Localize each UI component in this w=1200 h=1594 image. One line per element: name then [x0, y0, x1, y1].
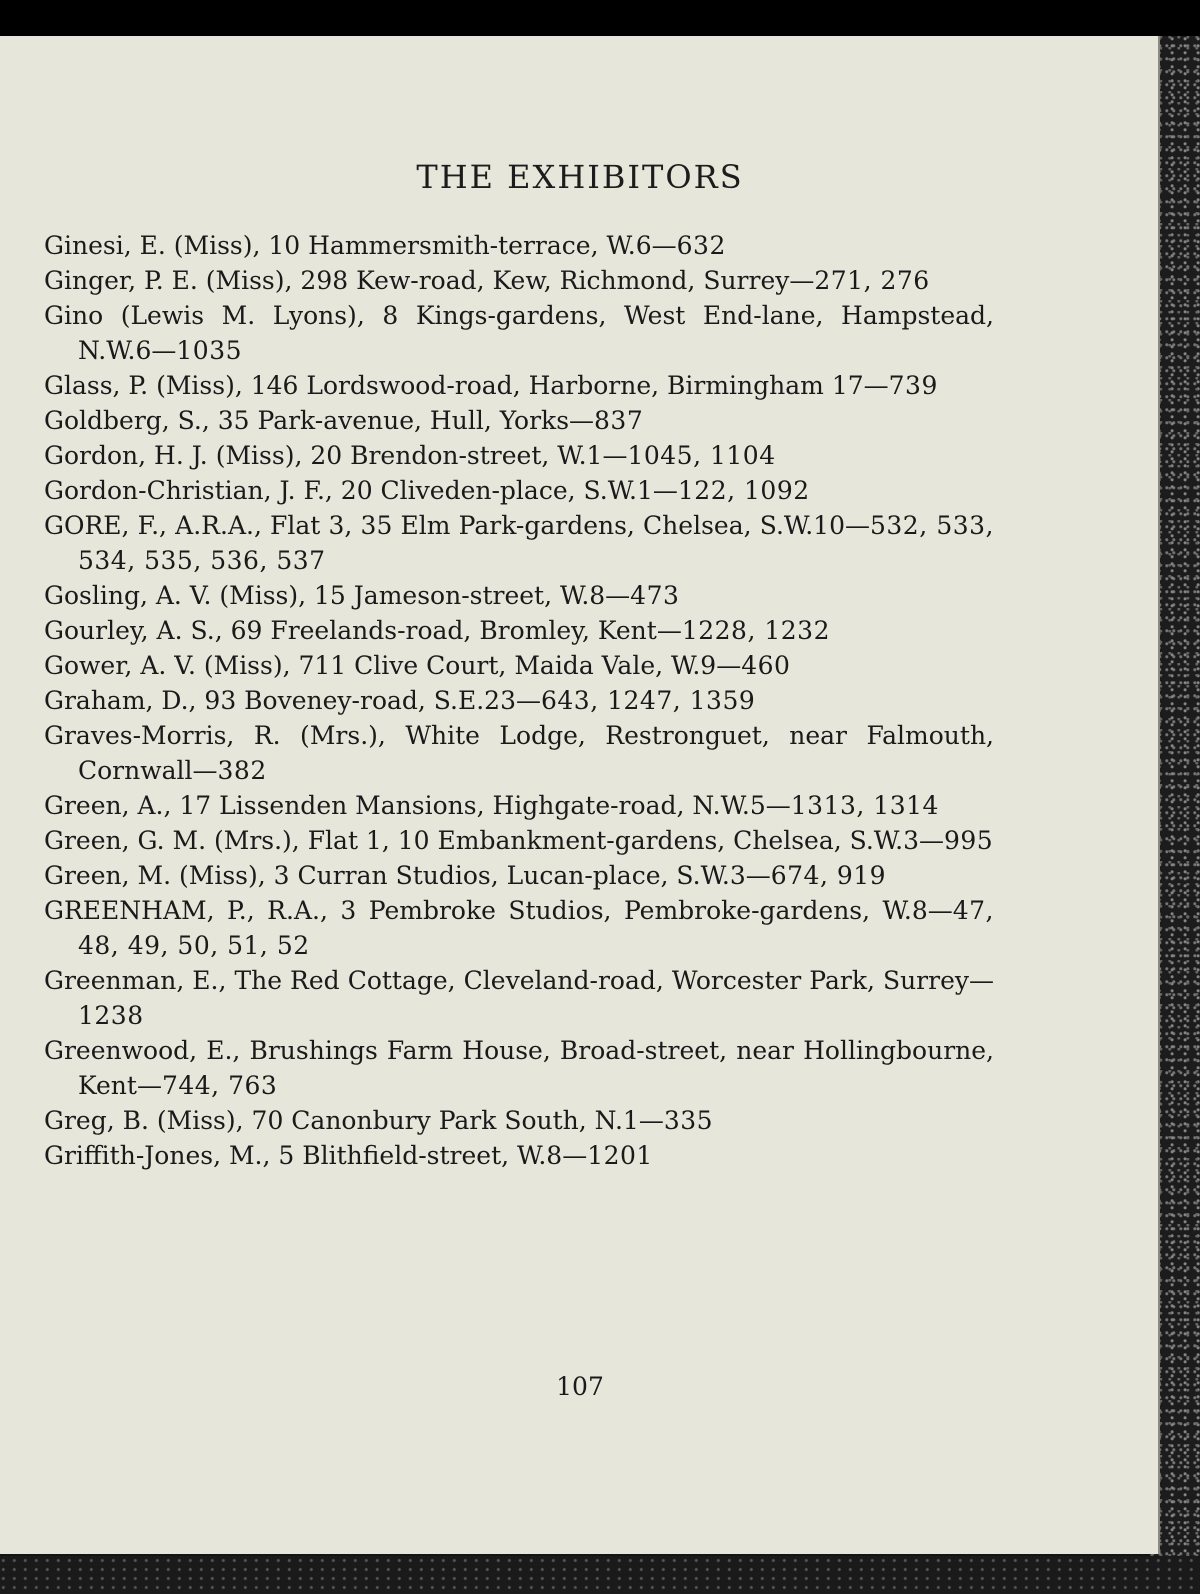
entry-separator: — — [745, 861, 771, 890]
entry-separator: — — [652, 476, 678, 505]
entry-separator: — — [789, 266, 815, 295]
exhibitor-entry — [44, 473, 994, 508]
entry-catalogue-numbers: 47, 48, 49, 50, 51, 52 — [78, 896, 994, 960]
entry-address: Ginger, P. E. (Miss), 298 Kew-road, Kew, Richmond, Surrey — [44, 266, 790, 295]
entry-separator: — — [927, 896, 953, 925]
exhibitor-entry — [44, 263, 994, 298]
exhibitor-entry — [44, 963, 994, 1033]
entry-separator: — — [192, 756, 218, 785]
entry-address: Gower, A. V. (Miss), 711 Clive Court, Maida Vale, W.9 — [44, 651, 717, 680]
entry-catalogue-numbers: 1238 — [78, 1001, 144, 1030]
entry-catalogue-numbers: 460 — [741, 651, 791, 680]
exhibitor-entry — [44, 613, 994, 648]
exhibitor-entry — [44, 298, 994, 368]
entry-address: Gosling, A. V. (Miss), 15 Jameson-street, W.8 — [44, 581, 606, 610]
entry-catalogue-numbers: 739 — [888, 371, 938, 400]
entry-separator: — — [969, 966, 994, 995]
exhibitor-entry — [44, 823, 994, 858]
entry-catalogue-numbers: 1045, 1104 — [627, 441, 776, 470]
exhibitor-entry — [44, 228, 994, 263]
entry-separator: — — [863, 371, 889, 400]
entry-address: Gourley, A. S., 69 Freelands-road, Bromley, Kent — [44, 616, 657, 645]
exhibitor-entry — [44, 893, 994, 963]
entry-separator: — — [765, 791, 791, 820]
entry-address: Gino (Lewis M. Lyons), 8 Kings-gardens, West End-lane, Hampstead, N.W.6 — [44, 301, 994, 365]
entry-catalogue-numbers: 1313, 1314 — [790, 791, 939, 820]
exhibitor-list — [44, 228, 994, 1173]
entry-catalogue-numbers: 837 — [594, 406, 644, 435]
book-page — [0, 36, 1160, 1554]
entry-separator: — — [656, 616, 682, 645]
entry-address: Gordon-Christian, J. F., 20 Cliveden-place, S.W.1 — [44, 476, 653, 505]
entry-address: Griffith-Jones, M., 5 Blithfield-street, W.8 — [44, 1141, 563, 1170]
entry-catalogue-numbers: 532, 533, 534, 535, 536, 537 — [78, 511, 994, 575]
entry-address: Green, M. (Miss), 3 Curran Studios, Lucan-place, S.W.3 — [44, 861, 746, 890]
exhibitor-entry — [44, 508, 994, 578]
entry-separator: — — [602, 441, 628, 470]
page-title: THE EXHIBITORS — [416, 158, 744, 196]
exhibitor-entry — [44, 718, 994, 788]
entry-catalogue-numbers: 995 — [944, 826, 994, 855]
entry-separator: — — [919, 826, 944, 855]
entry-separator: — — [151, 336, 177, 365]
entry-catalogue-numbers: 122, 1092 — [677, 476, 810, 505]
entry-catalogue-numbers: 335 — [663, 1106, 714, 1135]
entry-address: GORE, F., A.R.A., Flat 3, 35 Elm Park-gardens, Chelsea, S.W.10 — [44, 511, 845, 540]
entry-separator: — — [562, 1141, 588, 1170]
entry-address: Gordon, H. J. (Miss), 20 Brendon-street, W.1 — [44, 441, 603, 470]
entry-address: Ginesi, E. (Miss), 10 Hammersmith-terrace, W.6 — [44, 231, 652, 260]
entry-separator: — — [136, 1071, 162, 1100]
exhibitor-entry — [44, 1033, 994, 1103]
exhibitor-entry — [44, 403, 994, 438]
entry-catalogue-numbers: 632 — [676, 231, 726, 260]
exhibitor-entry — [44, 1103, 994, 1138]
entry-separator: — — [844, 511, 870, 540]
entry-catalogue-numbers: 674, 919 — [770, 861, 887, 890]
entry-address: Goldberg, S., 35 Park-avenue, Hull, Yorks — [44, 406, 570, 435]
entry-address: Graham, D., 93 Boveney-road, S.E.23 — [44, 686, 516, 715]
exhibitor-entry — [44, 438, 994, 473]
exhibitor-entry — [44, 1138, 994, 1173]
entry-separator: — — [638, 1106, 664, 1135]
scan-bottom-border — [0, 1556, 1200, 1594]
scan-top-border — [0, 0, 1200, 36]
exhibitor-entry — [44, 788, 994, 823]
entry-catalogue-numbers: 1228, 1232 — [681, 616, 830, 645]
entry-address: Green, G. M. (Mrs.), Flat 1, 10 Embankment-gardens, Chelsea, S.W.3 — [44, 826, 919, 855]
entry-address: Green, A., 17 Lissenden Mansions, Highgate-road, N.W.5 — [44, 791, 766, 820]
entry-address: GREENHAM, P., R.A., 3 Pembroke Studios, Pembroke-gardens, W.8 — [44, 896, 928, 925]
entry-catalogue-numbers: 271, 276 — [814, 266, 930, 295]
entry-address: Glass, P. (Miss), 146 Lordswood-road, Harborne, Birmingham 17 — [44, 371, 864, 400]
entry-catalogue-numbers: 382 — [217, 756, 267, 785]
entry-separator: — — [716, 651, 742, 680]
exhibitor-entry — [44, 578, 994, 613]
entry-address: Graves-Morris, R. (Mrs.), White Lodge, Restronguet, near Falmouth, Cornwall — [44, 721, 994, 785]
page-number: 107 — [556, 1372, 604, 1401]
entry-catalogue-numbers: 744, 763 — [161, 1071, 278, 1100]
entry-separator: — — [605, 581, 631, 610]
entry-separator: — — [569, 406, 595, 435]
entry-separator: — — [516, 686, 541, 715]
entry-catalogue-numbers: 1201 — [587, 1141, 653, 1170]
exhibitor-entry — [44, 858, 994, 893]
exhibitor-entry — [44, 683, 994, 718]
exhibitor-entry — [44, 648, 994, 683]
entry-address: Greg, B. (Miss), 70 Canonbury Park South, N.1 — [44, 1106, 639, 1135]
entry-catalogue-numbers: 643, 1247, 1359 — [541, 686, 756, 715]
entry-catalogue-numbers: 1035 — [176, 336, 243, 365]
entry-catalogue-numbers: 473 — [630, 581, 680, 610]
entry-separator: — — [651, 231, 677, 260]
exhibitor-entry — [44, 368, 994, 403]
entry-address: Greenman, E., The Red Cottage, Cleveland-road, Worcester Park, Surrey — [44, 966, 969, 995]
entry-address: Greenwood, E., Brushings Farm House, Broad-street, near Hollingbourne, Kent — [44, 1036, 994, 1100]
